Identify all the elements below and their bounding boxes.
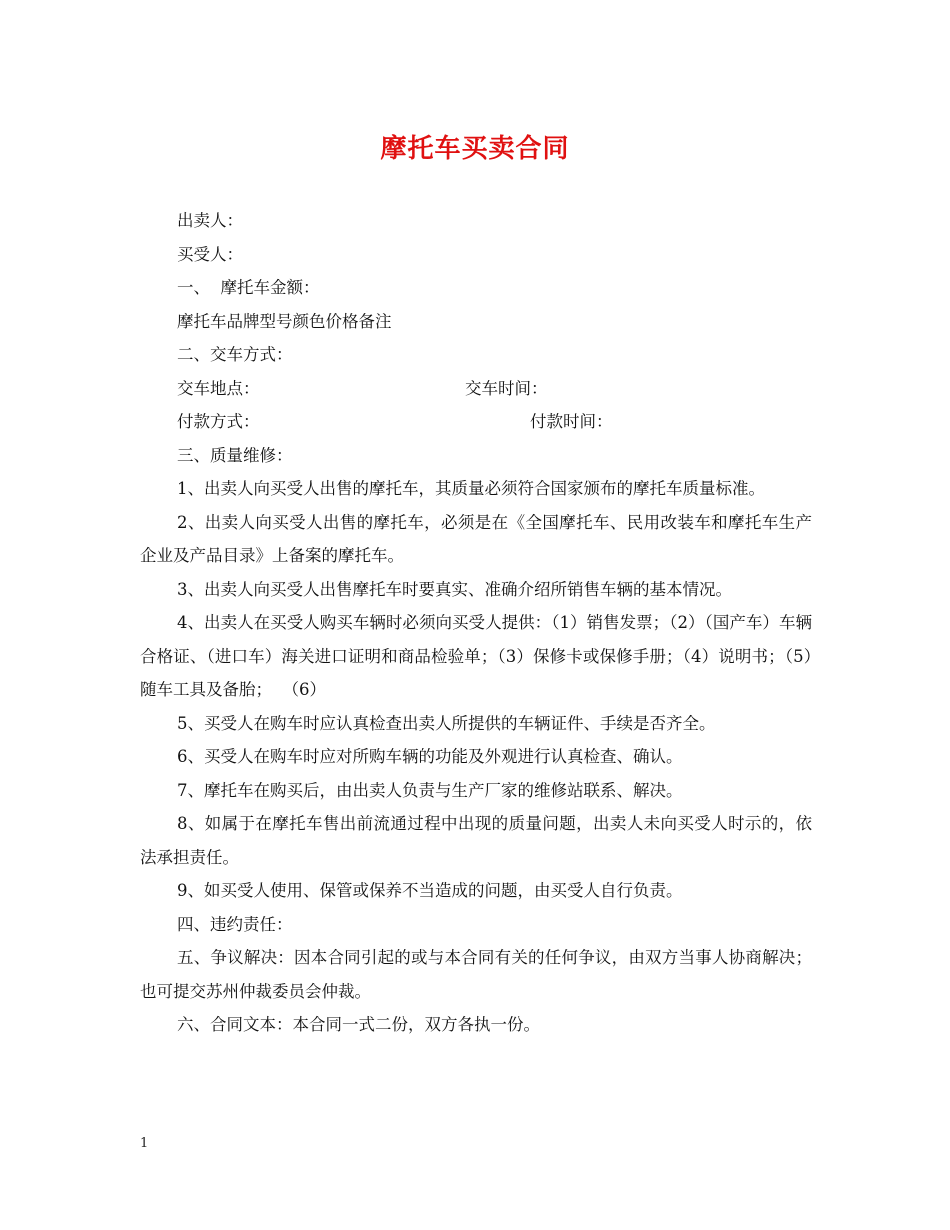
section-3-heading: 三、质量维修：	[177, 445, 293, 465]
contract-body	[140, 204, 812, 1042]
section-2-heading: 二、交车方式：	[177, 345, 293, 364]
delivery-row	[140, 372, 812, 406]
payment-method-label: 付款方式：	[177, 412, 260, 431]
quality-item-6: 6、买受人在购车时应对所购车辆的功能及外观进行认真检查、确认。	[177, 747, 683, 766]
delivery-place-label: 交车地点：	[177, 378, 260, 398]
seller-line: 出卖人：	[177, 211, 243, 230]
section-5-dispute: 五、争议解决：因本合同引起的或与本合同有关的任何争议，由双方当事人协商解决；也可提交苏州仲裁委员会仲裁。	[140, 948, 812, 1001]
quality-item-2: 2、出卖人向买受人出售的摩托车，必须是在《全国摩托车、民用改装车和摩托车生产企业及产品目录》上备案的摩托车。	[140, 512, 812, 565]
section-6-copies: 六、合同文本：本合同一式二份，双方各执一份。	[177, 1015, 540, 1034]
quality-item-1: 1、出卖人向买受人出售的摩托车，其质量必须符合国家颁布的摩托车质量标准。	[177, 479, 765, 498]
document-title: 摩托车买卖合同	[380, 134, 570, 164]
quality-item-4: 4、出卖人在买受人购买车辆时必须向买受人提供：（1）销售发票；（2）（国产车）车辆合格证、（进口车）海关进口证明和商品检验单；（3）保修卡或保修手册；（4）说明书；（5）随车工具及备胎； （6）	[140, 613, 812, 699]
payment-row	[140, 405, 812, 439]
quality-item-3: 3、出卖人向买受人出售摩托车时要真实、准确介绍所销售车辆的基本情况。	[177, 579, 732, 599]
quality-item-7: 7、摩托车在购买后，由出卖人负责与生产厂家的维修站联系、解决。	[177, 780, 683, 800]
quality-item-5: 5、买受人在购车时应认真检查出卖人所提供的车辆证件、手续是否齐全。	[177, 713, 716, 733]
section-4-heading: 四、违约责任：	[177, 914, 293, 934]
section-1-heading: 一、 摩托车金额：	[177, 278, 320, 297]
page-number: 1	[140, 1136, 149, 1151]
buyer-line: 买受人：	[177, 244, 243, 264]
payment-time-label: 付款时间：	[530, 412, 613, 431]
quality-item-9: 9、如买受人使用、保管或保养不当造成的问题，由买受人自行负责。	[177, 881, 683, 900]
quality-item-8: 8、如属于在摩托车售出前流通过程中出现的质量问题，出卖人未向买受人时示的，依法承担责任。	[140, 814, 812, 867]
delivery-time-label: 交车时间：	[465, 378, 548, 398]
vehicle-table-header: 摩托车品牌型号颜色价格备注	[177, 311, 392, 331]
